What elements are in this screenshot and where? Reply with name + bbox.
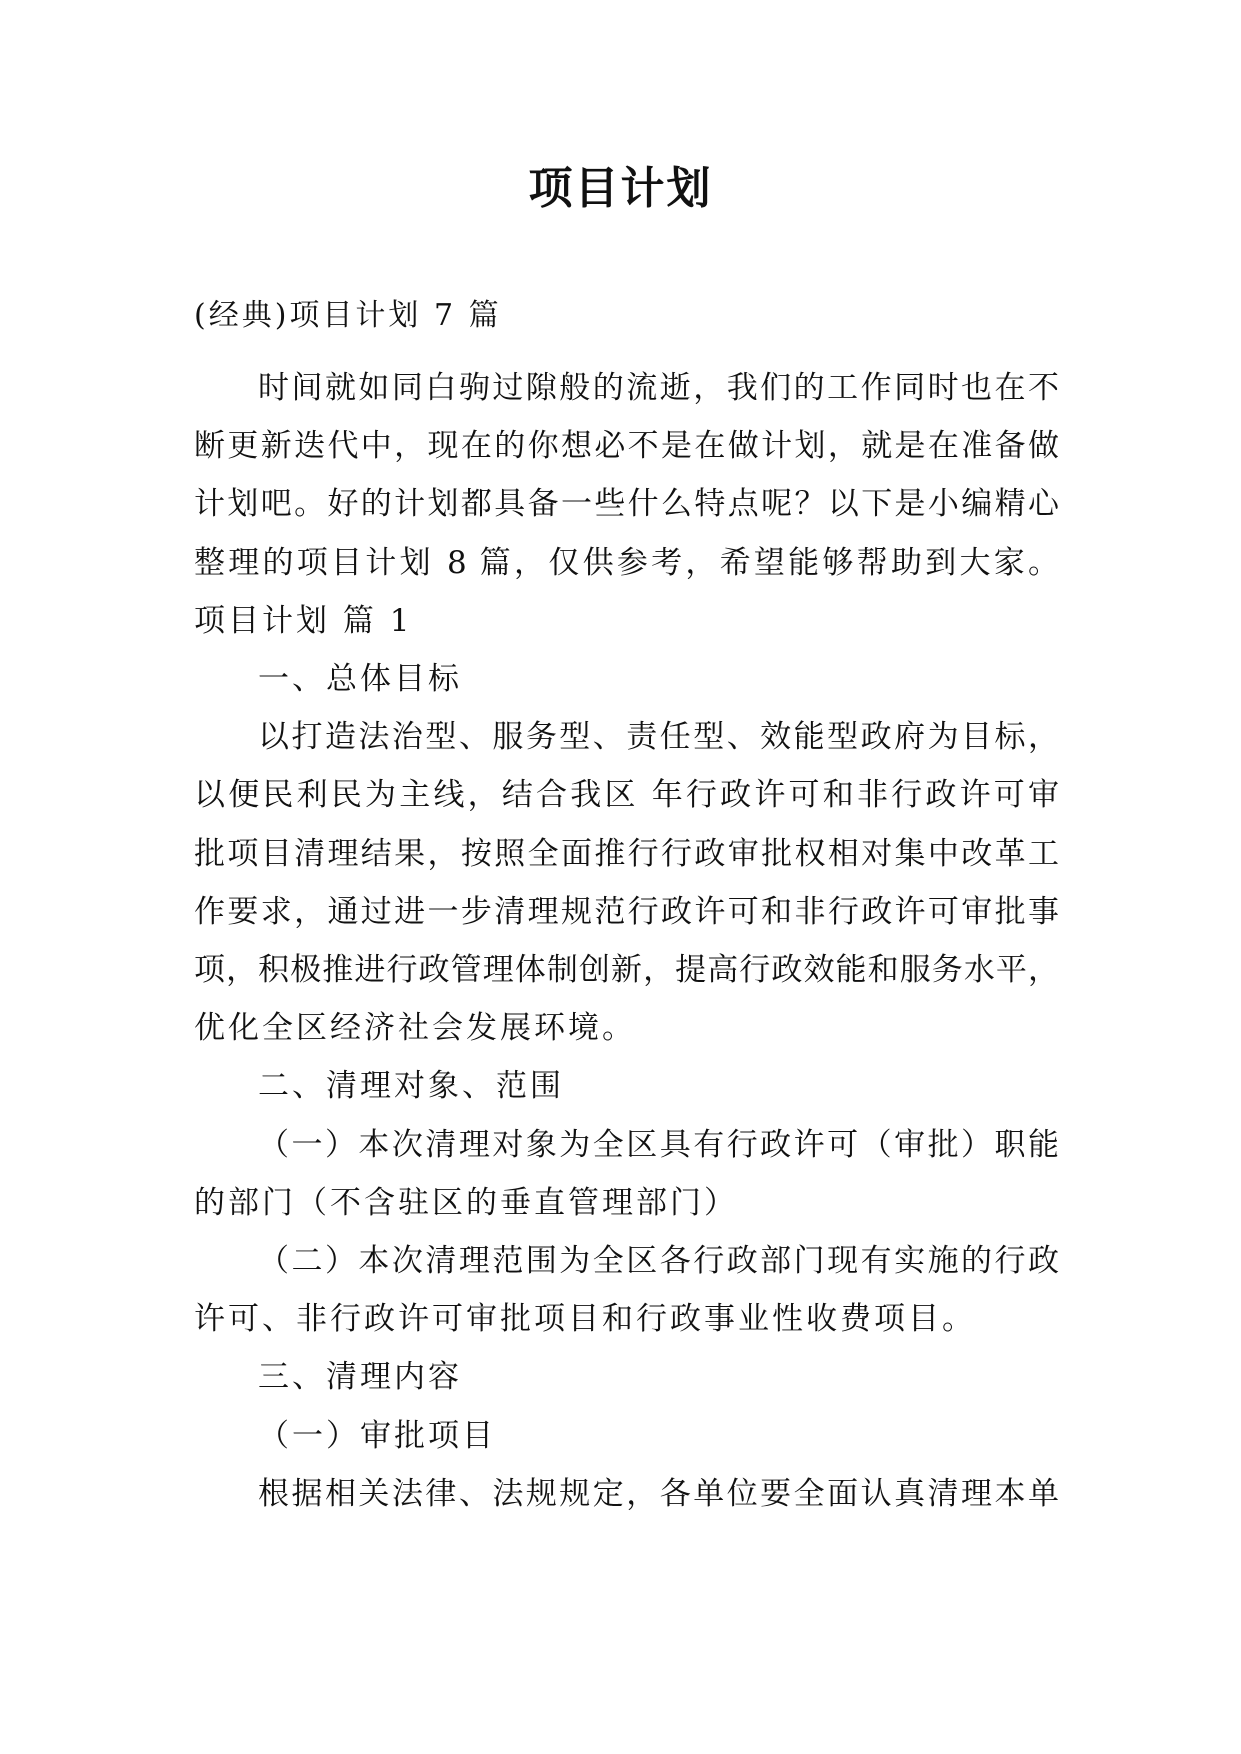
body-line: 批项目清理结果，按照全面推行行政审批权相对集中改革工 (194, 836, 1059, 872)
body-line: 作要求，通过进一步清理规范行政许可和非行政许可审批事 (194, 894, 1059, 930)
body-line: 优化全区经济社会发展环境。 (194, 1010, 636, 1046)
body-line: 的部门（不含驻区的垂直管理部门） (194, 1185, 738, 1221)
body-line: （二）本次清理范围为全区各行政部门现有实施的行政 (258, 1243, 1059, 1279)
body-line: 时间就如同白驹过隙般的流逝，我们的工作同时也在不 (258, 370, 1059, 406)
body-line: 整理的项目计划 8 篇，仅供参考，希望能够帮助到大家。 (194, 545, 1059, 581)
body-line: 以打造法治型、服务型、责任型、效能型政府为目标， (258, 719, 1059, 755)
body-line: （一）审批项目 (258, 1418, 496, 1454)
body-line: 根据相关法律、法规规定，各单位要全面认真清理本单 (258, 1476, 1059, 1512)
body-line: 三、清理内容 (258, 1359, 462, 1395)
body-line: 项目计划 篇 1 (194, 603, 413, 639)
body-line: 断更新迭代中，现在的你想必不是在做计划，就是在准备做 (194, 428, 1059, 464)
body-line: （一）本次清理对象为全区具有行政许可（审批）职能 (258, 1127, 1059, 1163)
document-title: 项目计划 (528, 163, 713, 214)
body-line: 一、总体目标 (258, 661, 462, 697)
body-line: 项，积极推进行政管理体制创新，提高行政效能和服务水平， (194, 952, 1059, 988)
body-line: 计划吧。好的计划都具备一些什么特点呢？以下是小编精心 (194, 486, 1059, 522)
document-subtitle: (经典)项目计划 7 篇 (194, 298, 502, 333)
body-line: 许可、非行政许可审批项目和行政事业性收费项目。 (194, 1301, 976, 1337)
body-line: 二、清理对象、范围 (258, 1068, 564, 1104)
body-line: 以便民利民为主线，结合我区 年行政许可和非行政许可审 (194, 777, 1059, 813)
